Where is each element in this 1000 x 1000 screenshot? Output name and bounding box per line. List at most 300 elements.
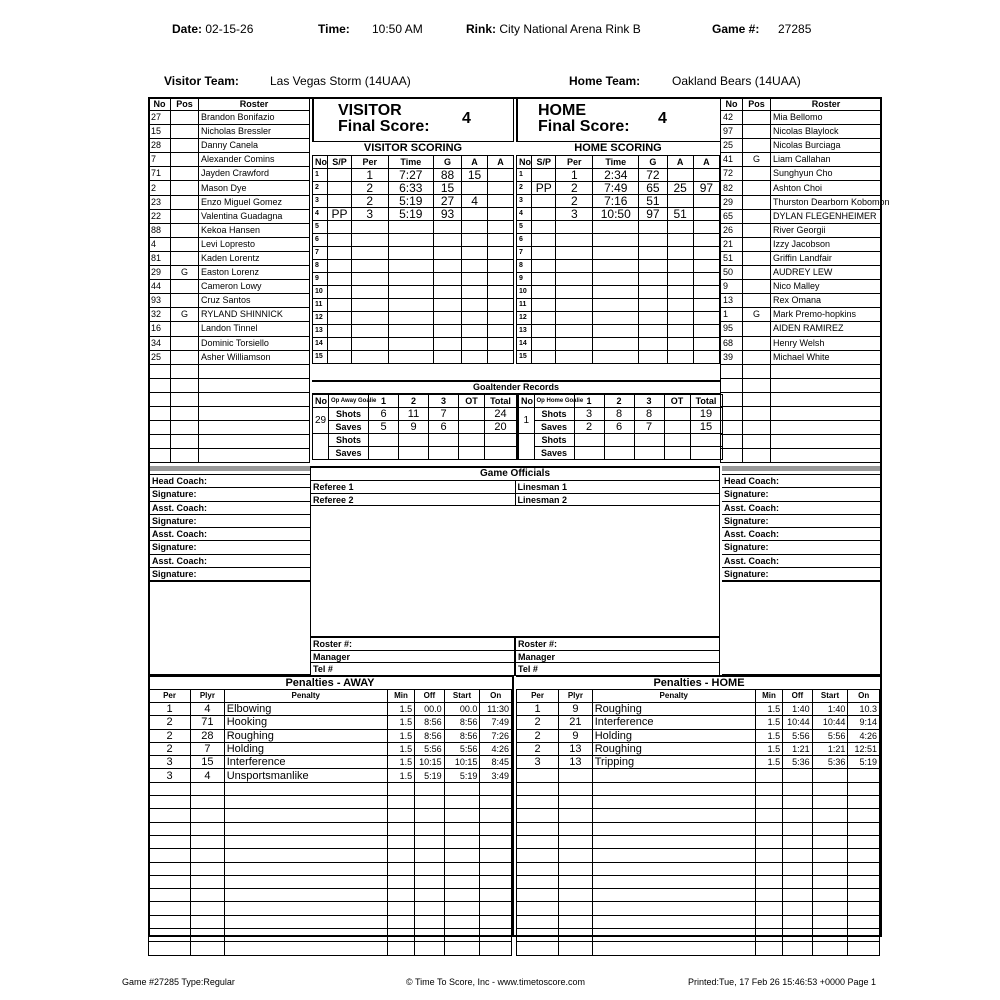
empty-cell <box>388 325 433 338</box>
empty-cell <box>592 875 755 888</box>
goal-no: 1 <box>313 169 328 182</box>
empty-cell <box>639 286 667 299</box>
goalie-row <box>518 421 722 434</box>
player-position <box>743 181 771 195</box>
empty-cell <box>518 434 534 460</box>
scoring-row <box>313 195 514 208</box>
roster-row <box>149 266 310 280</box>
empty-cell <box>351 299 388 312</box>
player-name: Alexander Comins <box>199 153 310 167</box>
roster-row <box>149 350 310 364</box>
penalty-per: 2 <box>517 742 559 755</box>
empty-cell <box>593 247 639 260</box>
penalty-row <box>149 742 512 755</box>
penalty-row <box>149 862 512 875</box>
penalty-per: 2 <box>517 729 559 742</box>
empty-cell <box>387 875 414 888</box>
penalty-row <box>517 809 880 822</box>
penalty-header: Start <box>812 690 848 703</box>
home-title: HOME <box>538 102 586 119</box>
player-number: 26 <box>721 223 743 237</box>
empty-cell <box>693 234 719 247</box>
player-number: 72 <box>721 167 743 181</box>
goal-sp <box>328 182 352 195</box>
player-number: 13 <box>721 294 743 308</box>
penalty-header: Plyr <box>191 690 225 703</box>
empty-cell <box>434 325 462 338</box>
coach-label: Signature: <box>150 541 310 554</box>
empty-cell <box>149 364 171 378</box>
goalie-row <box>313 434 517 447</box>
empty-cell <box>480 809 512 822</box>
row-number: 6 <box>517 234 532 247</box>
penalty-row <box>517 703 880 716</box>
empty-cell <box>415 862 444 875</box>
scoring-header: A <box>693 156 719 169</box>
empty-cell <box>721 406 743 420</box>
roster-row <box>149 421 310 435</box>
empty-cell <box>693 273 719 286</box>
penalty-on: 8:45 <box>480 756 512 769</box>
penalty-header: Start <box>444 690 480 703</box>
empty-cell <box>593 338 639 351</box>
penalty-plyr: 7 <box>191 742 225 755</box>
empty-cell <box>517 822 559 835</box>
empty-cell <box>480 849 512 862</box>
roster-row <box>721 364 882 378</box>
empty-cell <box>415 875 444 888</box>
roster-row <box>721 449 882 463</box>
empty-cell <box>480 782 512 795</box>
empty-cell <box>693 312 719 325</box>
penalty-off: 5:36 <box>783 756 812 769</box>
penalty-off: 5:56 <box>783 729 812 742</box>
player-number: 32 <box>149 308 171 322</box>
empty-cell <box>848 875 880 888</box>
goalie-header: Total <box>690 395 722 408</box>
empty-cell <box>485 447 517 460</box>
player-number: 2 <box>149 181 171 195</box>
penalty-per: 2 <box>149 729 191 742</box>
empty-cell <box>848 796 880 809</box>
empty-cell <box>812 915 848 928</box>
empty-cell <box>639 351 667 364</box>
penalty-off: 10:15 <box>415 756 444 769</box>
empty-cell <box>574 447 604 460</box>
player-number: 16 <box>149 322 171 336</box>
empty-cell <box>593 312 639 325</box>
scoring-header: S/P <box>532 156 556 169</box>
penalty-row <box>517 835 880 848</box>
penalty-row <box>517 822 880 835</box>
empty-cell <box>559 889 593 902</box>
penalty-header: On <box>480 690 512 703</box>
empty-cell <box>444 915 480 928</box>
goal-time: 5:19 <box>388 195 433 208</box>
empty-cell <box>328 234 352 247</box>
penalty-penalty: Elbowing <box>224 703 387 716</box>
player-position <box>171 350 199 364</box>
empty-cell <box>191 835 225 848</box>
roster-row <box>721 406 882 420</box>
empty-cell <box>462 273 488 286</box>
player-number: 28 <box>149 139 171 153</box>
empty-cell <box>399 447 429 460</box>
empty-cell <box>480 862 512 875</box>
row-number: 8 <box>517 260 532 273</box>
empty-cell <box>149 392 171 406</box>
empty-cell <box>771 449 882 463</box>
roster-row <box>721 251 882 265</box>
scoring-row <box>313 299 514 312</box>
player-position <box>171 280 199 294</box>
penalty-start: 5:36 <box>812 756 848 769</box>
player-number: 23 <box>149 195 171 209</box>
penalty-row <box>517 742 880 755</box>
empty-cell <box>171 378 199 392</box>
empty-cell <box>559 769 593 782</box>
footer-copyright: © Time To Score, Inc - www.timetoscore.com <box>406 977 586 987</box>
roster-row <box>721 421 882 435</box>
player-position <box>743 280 771 294</box>
empty-cell <box>199 449 310 463</box>
divider <box>722 466 880 471</box>
penalty-per: 3 <box>149 769 191 782</box>
penalty-start: 5:56 <box>812 729 848 742</box>
scoring-header: A <box>667 156 693 169</box>
player-position <box>743 139 771 153</box>
empty-cell <box>462 221 488 234</box>
roster-row <box>721 322 882 336</box>
empty-cell <box>224 862 387 875</box>
penalty-penalty: Unsportsmanlike <box>224 769 387 782</box>
scoring-row <box>313 234 514 247</box>
goalie-shots-value: 8 <box>604 408 634 421</box>
player-position <box>743 209 771 223</box>
empty-cell <box>224 915 387 928</box>
row-number: 13 <box>517 325 532 338</box>
empty-cell <box>721 378 743 392</box>
player-position <box>171 294 199 308</box>
goalie-row <box>518 447 722 460</box>
scoring-row <box>313 312 514 325</box>
roster-row <box>721 294 882 308</box>
penalty-row <box>517 756 880 769</box>
empty-cell <box>593 273 639 286</box>
empty-cell <box>755 782 782 795</box>
empty-cell <box>444 875 480 888</box>
empty-cell <box>351 351 388 364</box>
empty-cell <box>743 449 771 463</box>
empty-cell <box>848 902 880 915</box>
empty-cell <box>755 942 782 955</box>
penalty-per: 2 <box>149 716 191 729</box>
penalties-home-title: Penalties - HOME <box>653 677 745 689</box>
empty-cell <box>488 286 514 299</box>
empty-cell <box>387 862 414 875</box>
penalty-start: 5:19 <box>444 769 480 782</box>
scoring-row <box>313 169 514 182</box>
empty-cell <box>149 809 191 822</box>
empty-cell <box>480 902 512 915</box>
empty-cell <box>171 392 199 406</box>
scoring-row <box>313 338 514 351</box>
penalty-penalty: Roughing <box>592 703 755 716</box>
empty-cell <box>462 325 488 338</box>
empty-cell <box>517 862 559 875</box>
referee-2-label: Referee 2 <box>311 494 515 507</box>
player-number: 93 <box>149 294 171 308</box>
penalty-on: 4:26 <box>480 742 512 755</box>
empty-cell <box>721 435 743 449</box>
player-number: 95 <box>721 322 743 336</box>
roster-row <box>721 280 882 294</box>
scoring-row <box>517 247 720 260</box>
empty-cell <box>592 822 755 835</box>
home-manager-label: Manager <box>516 651 719 664</box>
empty-cell <box>488 234 514 247</box>
empty-cell <box>556 338 593 351</box>
empty-cell <box>387 889 414 902</box>
goal-no: 4 <box>313 208 328 221</box>
player-position <box>171 195 199 209</box>
player-position <box>171 139 199 153</box>
empty-cell <box>488 299 514 312</box>
goalie-row <box>518 434 722 447</box>
empty-cell <box>848 889 880 902</box>
empty-cell <box>224 796 387 809</box>
empty-cell <box>462 299 488 312</box>
roster-row <box>721 435 882 449</box>
player-number: 82 <box>721 181 743 195</box>
player-name: Mason Dye <box>199 181 310 195</box>
empty-cell <box>755 835 782 848</box>
player-name: AUDREY LEW <box>771 266 882 280</box>
player-position <box>171 251 199 265</box>
penalty-row <box>149 756 512 769</box>
goal-g: 72 <box>639 169 667 182</box>
player-name: Michael White <box>771 350 882 364</box>
empty-cell <box>755 889 782 902</box>
coach-label: Asst. Coach: <box>150 502 310 515</box>
empty-cell <box>755 822 782 835</box>
empty-cell <box>387 782 414 795</box>
penalty-plyr: 13 <box>559 756 593 769</box>
goalie-header: 2 <box>604 395 634 408</box>
empty-cell <box>488 273 514 286</box>
roster-no-header: No <box>149 98 171 111</box>
scoring-row <box>313 247 514 260</box>
player-position <box>171 167 199 181</box>
goal-per: 1 <box>351 169 388 182</box>
goalie-shots-value: 19 <box>690 408 722 421</box>
empty-cell <box>149 822 191 835</box>
goalie-shots-value: 7 <box>429 408 459 421</box>
empty-cell <box>429 447 459 460</box>
coach-label: Head Coach: <box>150 475 310 488</box>
scoring-row <box>517 234 720 247</box>
empty-cell <box>224 849 387 862</box>
goalie-saves-value <box>459 421 485 434</box>
player-position <box>743 322 771 336</box>
empty-cell <box>755 849 782 862</box>
penalty-row <box>517 902 880 915</box>
empty-cell <box>559 875 593 888</box>
goal-per: 2 <box>556 195 593 208</box>
roster-row <box>149 209 310 223</box>
empty-cell <box>149 421 171 435</box>
roster-row <box>721 181 882 195</box>
empty-cell <box>224 782 387 795</box>
roster-row <box>149 195 310 209</box>
roster-row <box>149 378 310 392</box>
empty-cell <box>444 782 480 795</box>
empty-cell <box>517 875 559 888</box>
goal-per: 2 <box>351 195 388 208</box>
home-coach-block <box>722 474 880 581</box>
empty-cell <box>480 889 512 902</box>
visitor-team-name: Las Vegas Storm (14UAA) <box>270 74 411 88</box>
goal-a2: 97 <box>693 182 719 195</box>
player-position <box>171 322 199 336</box>
goalie-row <box>313 408 517 421</box>
penalty-on: 5:19 <box>848 756 880 769</box>
penalty-row <box>149 942 512 955</box>
empty-cell <box>149 378 171 392</box>
empty-cell <box>634 447 664 460</box>
empty-cell <box>434 260 462 273</box>
empty-cell <box>532 312 556 325</box>
roster-pos-header: Pos <box>171 98 199 111</box>
goal-a2 <box>488 182 514 195</box>
player-name: Henry Welsh <box>771 336 882 350</box>
empty-cell <box>488 221 514 234</box>
empty-cell <box>517 929 559 942</box>
visitor-team-label: Visitor Team: <box>164 74 239 88</box>
goal-a2 <box>693 195 719 208</box>
empty-cell <box>149 782 191 795</box>
player-position <box>743 350 771 364</box>
empty-cell <box>517 769 559 782</box>
goal-a2 <box>488 208 514 221</box>
player-position <box>171 153 199 167</box>
scoring-row <box>313 286 514 299</box>
penalty-row <box>149 875 512 888</box>
coach-label: Signature: <box>150 515 310 528</box>
penalty-min: 1.5 <box>387 769 414 782</box>
game-number-field: Game #: <box>712 22 760 36</box>
penalty-row <box>517 915 880 928</box>
empty-cell <box>639 247 667 260</box>
empty-cell <box>592 929 755 942</box>
player-name: Kekoa Hansen <box>199 223 310 237</box>
home-final-score-box <box>516 99 720 141</box>
penalty-min: 1.5 <box>755 716 782 729</box>
empty-cell <box>532 299 556 312</box>
goalie-shots-value <box>664 408 690 421</box>
player-position <box>743 237 771 251</box>
roster-pos-header: Pos <box>743 98 771 111</box>
roster-row <box>721 167 882 181</box>
roster-row <box>721 209 882 223</box>
player-position <box>171 125 199 139</box>
penalty-start: 1:40 <box>812 703 848 716</box>
empty-cell <box>743 406 771 420</box>
empty-cell <box>199 435 310 449</box>
player-name: Easton Lorenz <box>199 266 310 280</box>
empty-cell <box>480 929 512 942</box>
home-final-label: Final Score: <box>538 118 630 135</box>
penalty-per: 3 <box>517 756 559 769</box>
roster-no-header: No <box>721 98 743 111</box>
empty-cell <box>639 325 667 338</box>
row-number: 14 <box>517 338 532 351</box>
scoring-row <box>313 273 514 286</box>
roster-row <box>721 153 882 167</box>
player-number: 39 <box>721 350 743 364</box>
roster-row <box>149 181 310 195</box>
goalie-saves-value <box>664 421 690 434</box>
empty-cell <box>149 862 191 875</box>
goal-per: 3 <box>556 208 593 221</box>
goalie-row <box>518 408 722 421</box>
roster-row <box>149 167 310 181</box>
empty-cell <box>592 889 755 902</box>
goal-time: 6:33 <box>388 182 433 195</box>
goalie-shots-value: 11 <box>399 408 429 421</box>
goalie-stat-label: Shots <box>534 408 574 421</box>
empty-cell <box>604 447 634 460</box>
empty-cell <box>783 835 812 848</box>
empty-cell <box>171 449 199 463</box>
penalty-min: 1.5 <box>387 716 414 729</box>
empty-cell <box>388 247 433 260</box>
date-field: Date: 02-15-26 <box>172 22 254 36</box>
player-position: G <box>743 153 771 167</box>
empty-cell <box>592 942 755 955</box>
empty-cell <box>191 782 225 795</box>
empty-cell <box>351 325 388 338</box>
player-name: Asher Williamson <box>199 350 310 364</box>
empty-cell <box>783 889 812 902</box>
visitor-final-score: 4 <box>462 110 471 127</box>
coach-label: Asst. Coach: <box>150 528 310 541</box>
goal-g: 15 <box>434 182 462 195</box>
empty-cell <box>480 875 512 888</box>
empty-cell <box>415 782 444 795</box>
penalty-row <box>517 929 880 942</box>
player-number: 7 <box>149 153 171 167</box>
empty-cell <box>693 286 719 299</box>
empty-cell <box>387 929 414 942</box>
scoring-row <box>313 221 514 234</box>
empty-cell <box>199 378 310 392</box>
empty-cell <box>667 286 693 299</box>
player-number: 97 <box>721 125 743 139</box>
player-name: Mia Bellomo <box>771 111 882 125</box>
goal-a2 <box>693 169 719 182</box>
penalty-row <box>517 942 880 955</box>
penalty-penalty: Tripping <box>592 756 755 769</box>
player-position <box>743 251 771 265</box>
player-number: 42 <box>721 111 743 125</box>
empty-cell <box>224 875 387 888</box>
empty-cell <box>517 796 559 809</box>
empty-cell <box>517 942 559 955</box>
goalie-saves-value: 6 <box>604 421 634 434</box>
visitor-roster-number-label: Roster #: <box>311 638 514 651</box>
player-number: 88 <box>149 223 171 237</box>
